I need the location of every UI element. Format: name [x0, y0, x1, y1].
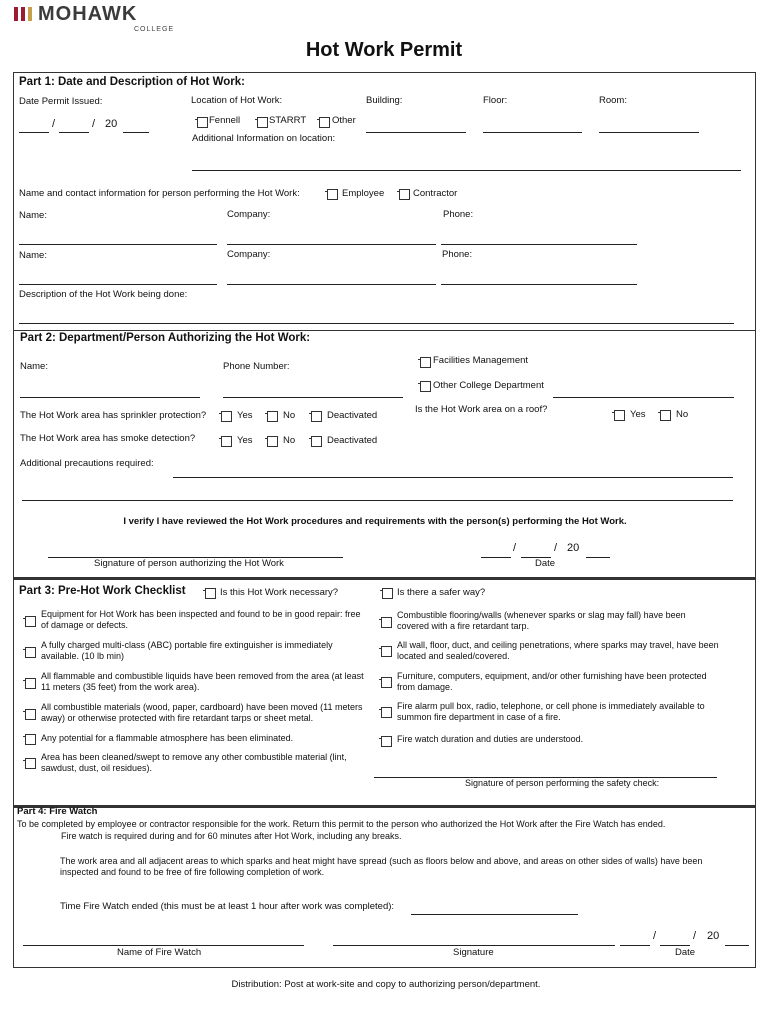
authorizer-name-label: Name:: [20, 361, 48, 372]
sprinkler-deactivated-checkbox[interactable]: [311, 411, 322, 422]
left-checklist-item: Equipment for Hot Work has been inspected and found to be in good repair: free of damage or defects.: [41, 609, 361, 630]
necessary-label: Is this Hot Work necessary?: [220, 587, 339, 598]
logo-sub: COLLEGE: [134, 26, 175, 33]
precautions-field-2[interactable]: [22, 500, 733, 501]
part2-heading: Part 2: Department/Person Authorizing the Hot Work:: [20, 332, 311, 344]
performer2-phone-field[interactable]: [441, 284, 637, 285]
performer2-name-label: Name:: [19, 250, 47, 261]
auth-date-month-field[interactable]: [481, 557, 511, 558]
date-slash: /: [653, 930, 657, 942]
smoke-label: The Hot Work area has smoke detection?: [20, 433, 196, 444]
date-slash: /: [52, 118, 56, 130]
part1-heading: Part 1: Date and Description of Hot Work:: [19, 76, 245, 88]
performer1-name-field[interactable]: [19, 244, 217, 245]
roof-no-checkbox[interactable]: [660, 410, 671, 421]
date-month-field[interactable]: [19, 132, 49, 133]
right-item-checkbox[interactable]: [381, 646, 392, 657]
time-ended-field[interactable]: [411, 914, 578, 915]
logo-bar-2: [21, 7, 25, 21]
additional-info-field[interactable]: [192, 170, 741, 171]
right-item-checkbox[interactable]: [381, 707, 392, 718]
part4-line2: Fire watch is required during and for 60 minutes after Hot Work, including any breaks.: [61, 831, 402, 841]
left-item-checkbox[interactable]: [25, 616, 36, 627]
right-checklist-item: Fire watch duration and duties are understood.: [397, 734, 584, 744]
fire-watch-signature-label: Signature: [453, 947, 494, 958]
auth-date-year-field[interactable]: [586, 557, 610, 558]
safer-label: Is there a safer way?: [397, 587, 486, 598]
sprinkler-no-label: No: [283, 410, 296, 421]
other-dept-label: Other College Department: [433, 380, 544, 391]
fire-watch-signature-field[interactable]: [333, 945, 615, 946]
sprinkler-label: The Hot Work area has sprinkler protection?: [20, 410, 207, 421]
left-item-checkbox[interactable]: [25, 734, 36, 745]
other-location-checkbox[interactable]: [319, 117, 330, 128]
left-checklist-item: All flammable and combustible liquids have been removed from the area (at least 11 meters (35 feet) from the work area).: [41, 671, 364, 692]
part4-line1: To be completed by employee or contractor responsible for the work. Return this permit to the person who authorized the Hot Work after the Fire Watch has ended.: [17, 819, 666, 829]
performer1-company-label: Company:: [227, 209, 271, 220]
precautions-label: Additional precautions required:: [20, 458, 154, 469]
sprinkler-no-checkbox[interactable]: [267, 411, 278, 422]
left-checklist-item: Any potential for a flammable atmosphere has been eliminated.: [41, 733, 294, 743]
necessary-checkbox[interactable]: [205, 588, 216, 599]
additional-info-label: Additional Information on location:: [192, 133, 336, 144]
sprinkler-yes-checkbox[interactable]: [221, 411, 232, 422]
smoke-no-label: No: [283, 435, 296, 446]
verify-statement: I verify I have reviewed the Hot Work procedures and requirements with the person(s) performing the Hot Work.: [123, 516, 627, 527]
fw-date-label: Date: [675, 947, 696, 958]
contractor-label: Contractor: [413, 188, 458, 199]
other-dept-field[interactable]: [553, 397, 734, 398]
roof-label: Is the Hot Work area on a roof?: [415, 404, 548, 415]
fw-date-day-field[interactable]: [660, 945, 690, 946]
part3-divider: [13, 578, 756, 580]
fw-date-year-prefix: 20: [707, 930, 720, 942]
left-checklist-item: Area has been cleaned/swept to remove any other combustible material (lint, sawdust, dust, oil residues).: [41, 752, 347, 773]
building-label: Building:: [366, 95, 403, 106]
smoke-yes-label: Yes: [237, 435, 253, 446]
left-item-checkbox[interactable]: [25, 758, 36, 769]
authorizer-name-field[interactable]: [20, 397, 200, 398]
fire-watch-name-field[interactable]: [23, 945, 304, 946]
part1-box: [13, 72, 756, 578]
part3-heading: Part 3: Pre-Hot Work Checklist: [19, 585, 186, 597]
performer2-company-field[interactable]: [227, 284, 436, 285]
auth-date-label: Date: [535, 558, 556, 569]
sprinkler-deactivated-label: Deactivated: [327, 410, 378, 421]
description-field[interactable]: [19, 323, 734, 324]
authorizer-phone-label: Phone Number:: [223, 361, 290, 372]
date-slash: /: [92, 118, 96, 130]
fennell-checkbox[interactable]: [197, 117, 208, 128]
safer-checkbox[interactable]: [382, 588, 393, 599]
right-checklist-item: Fire alarm pull box, radio, telephone, or cell phone is immediately available to summon fire department in case of a fire.: [397, 701, 705, 722]
floor-field[interactable]: [483, 132, 582, 133]
date-year-prefix: 20: [105, 118, 118, 130]
right-item-checkbox[interactable]: [381, 617, 392, 628]
facilities-checkbox[interactable]: [420, 357, 431, 368]
date-day-field[interactable]: [59, 132, 89, 133]
contact-label: Name and contact information for person performing the Hot Work:: [19, 188, 300, 199]
employee-checkbox[interactable]: [327, 189, 338, 200]
right-checklist-item: Furniture, computers, equipment, and/or other furnishing have been protected from damage.: [397, 671, 707, 692]
fw-date-year-field[interactable]: [725, 945, 749, 946]
roof-yes-checkbox[interactable]: [614, 410, 625, 421]
date-year-field[interactable]: [123, 132, 149, 133]
left-item-checkbox[interactable]: [25, 647, 36, 658]
precautions-field-1[interactable]: [173, 477, 733, 478]
date-slash: /: [513, 542, 517, 554]
part4-heading: Part 4: Fire Watch: [17, 806, 98, 817]
part4-paragraph: The work area and all adjacent areas to which sparks and heat might have spread (such as floors below and above, and areas on other sides of walls) have been inspected and found to be free of fire following completion of work.: [60, 856, 703, 877]
logo-name: MOHAWK: [38, 3, 138, 25]
right-item-checkbox[interactable]: [381, 736, 392, 747]
employee-label: Employee: [342, 188, 385, 199]
left-item-checkbox[interactable]: [25, 709, 36, 720]
part1-divider: [13, 330, 756, 331]
performer1-phone-field[interactable]: [441, 244, 637, 245]
auth-date-year-prefix: 20: [567, 542, 580, 554]
left-checklist-item: A fully charged multi-class (ABC) portable fire extinguisher is immediately available. (10 lb min): [41, 640, 333, 661]
roof-yes-label: Yes: [630, 409, 646, 420]
smoke-deactivated-label: Deactivated: [327, 435, 378, 446]
right-item-checkbox[interactable]: [381, 677, 392, 688]
date-slash: /: [554, 542, 558, 554]
room-field[interactable]: [599, 132, 699, 133]
right-checklist-item: All wall, floor, duct, and ceiling penetrations, where sparks may travel, have been located and sealed/covered.: [397, 640, 719, 661]
fire-watch-name-label: Name of Fire Watch: [117, 947, 202, 958]
contractor-checkbox[interactable]: [399, 189, 410, 200]
page-title: Hot Work Permit: [305, 39, 463, 61]
smoke-yes-checkbox[interactable]: [221, 436, 232, 447]
smoke-no-checkbox[interactable]: [267, 436, 278, 447]
time-ended-label: Time Fire Watch ended (this must be at least 1 hour after work was completed):: [60, 901, 395, 912]
logo-bar-3: [28, 7, 32, 21]
authorizer-phone-field[interactable]: [223, 397, 403, 398]
performer1-name-label: Name:: [19, 210, 47, 221]
left-item-checkbox[interactable]: [25, 678, 36, 689]
left-checklist-item: All combustible materials (wood, paper, cardboard) have been moved (11 meters away) or otherwise protected with fire retardant tarps or sheet metal.: [41, 702, 363, 723]
sprinkler-yes-label: Yes: [237, 410, 253, 421]
logo: [14, 3, 184, 36]
logo-bar-1: [14, 7, 18, 21]
building-field[interactable]: [366, 132, 466, 133]
description-label: Description of the Hot Work being done:: [19, 289, 188, 300]
starrt-checkbox[interactable]: [257, 117, 268, 128]
performer1-company-field[interactable]: [227, 244, 436, 245]
performer2-company-label: Company:: [227, 249, 271, 260]
smoke-deactivated-checkbox[interactable]: [311, 436, 322, 447]
other-dept-checkbox[interactable]: [420, 381, 431, 392]
starrt-label: STARRT: [269, 115, 307, 126]
right-checklist-item: Combustible flooring/walls (whenever sparks or slag may fall) have been covered with a fire retardant tarp.: [397, 610, 686, 631]
authorizer-signature-label: Signature of person authorizing the Hot Work: [94, 558, 284, 569]
roof-no-label: No: [676, 409, 689, 420]
performer1-phone-label: Phone:: [443, 209, 474, 220]
fw-date-month-field[interactable]: [620, 945, 650, 946]
distribution-footer: Distribution: Post at work-site and copy to authorizing person/department.: [231, 979, 541, 990]
part4-divider: [13, 806, 756, 808]
other-location-label: Other: [332, 115, 356, 126]
performer2-phone-label: Phone:: [442, 249, 473, 260]
performer2-name-field[interactable]: [19, 284, 217, 285]
date-slash: /: [693, 930, 697, 942]
date-issued-label: Date Permit Issued:: [19, 96, 103, 107]
room-label: Room:: [599, 95, 627, 106]
location-label: Location of Hot Work:: [191, 95, 283, 106]
facilities-label: Facilities Management: [433, 355, 529, 366]
floor-label: Floor:: [483, 95, 508, 106]
fennell-label: Fennell: [209, 115, 241, 126]
safety-check-signature-label: Signature of person performing the safety check:: [465, 778, 660, 788]
